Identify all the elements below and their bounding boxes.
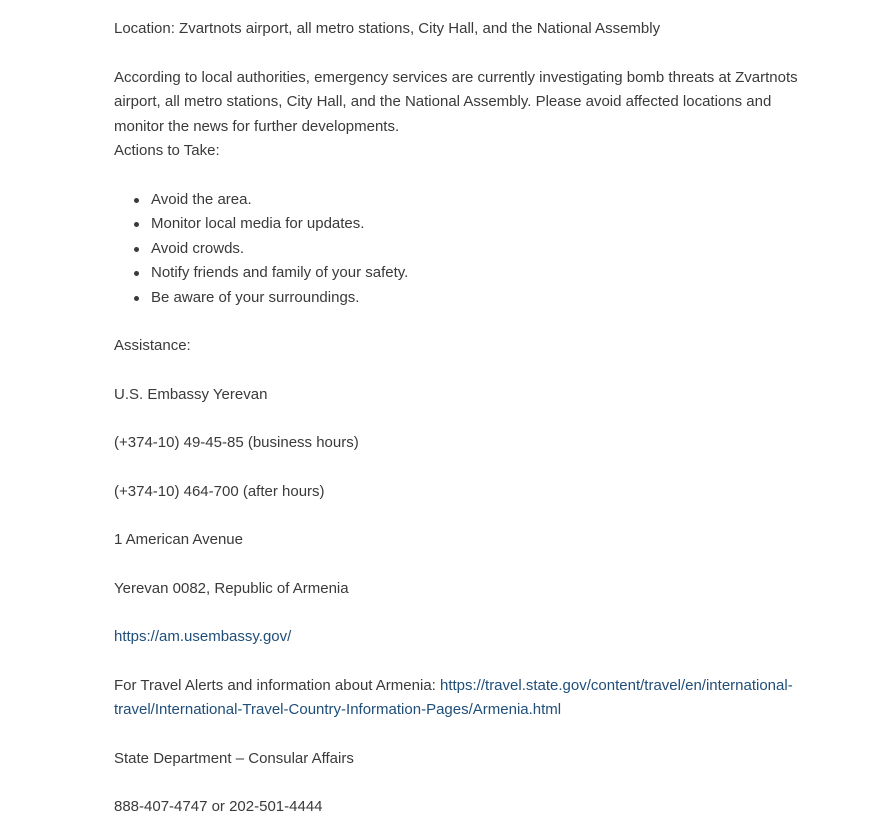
alert-article — [114, 17, 814, 820]
bullet-icon — [134, 198, 139, 203]
travel-alerts-label: For Travel Alerts and information about Armenia: — [114, 676, 440, 694]
consular-affairs-phones: 888-407-4747 or 202-501-4444 — [114, 798, 323, 815]
bullet-icon — [134, 296, 139, 301]
travel-alerts-link[interactable]: https://travel.state.gov/content/travel/en/international- travel/International-Travel-Country-Information-Pages/Armenia.html — [114, 676, 793, 718]
assistance-heading: Assistance: — [114, 337, 191, 354]
bullet-icon — [134, 247, 139, 252]
list-item: Avoid the area. — [151, 188, 814, 213]
alert-location: Location: Zvartnots airport, all metro stations, City Hall, and the National Assembly — [114, 20, 661, 37]
actions-list — [114, 188, 814, 311]
embassy-website-link[interactable]: https://am.usembassy.gov/ — [114, 628, 292, 645]
list-item: Be aware of your surroundings. — [151, 286, 814, 311]
actions-heading: Actions to Take: — [114, 142, 220, 159]
embassy-name: U.S. Embassy Yerevan — [114, 385, 268, 403]
list-item: Monitor local media for updates. — [151, 212, 814, 237]
embassy-address-line1: 1 American Avenue — [114, 531, 243, 548]
embassy-phone-business: (+374-10) 49-45-85 (business hours) — [114, 434, 359, 451]
bullet-icon — [134, 222, 139, 227]
embassy-phone-after-hours: (+374-10) 464-700 (after hours) — [114, 482, 325, 500]
embassy-website-paragraph — [114, 625, 814, 650]
list-item: Avoid crowds. — [151, 237, 814, 262]
list-item: Notify friends and family of your safety. — [151, 261, 814, 286]
embassy-address-line2: Yerevan 0082, Republic of Armenia — [114, 579, 349, 597]
alert-summary: According to local authorities, emergency services are currently investigating bomb threats at Zvartnots airport, all metro stations, City Hall, and the National Assembly. Please avoid affected locations and monitor the news for further developments. — [114, 68, 798, 135]
travel-alerts-paragraph — [114, 674, 814, 723]
consular-affairs-name: State Department – Consular Affairs — [114, 749, 354, 767]
bullet-icon — [134, 271, 139, 276]
